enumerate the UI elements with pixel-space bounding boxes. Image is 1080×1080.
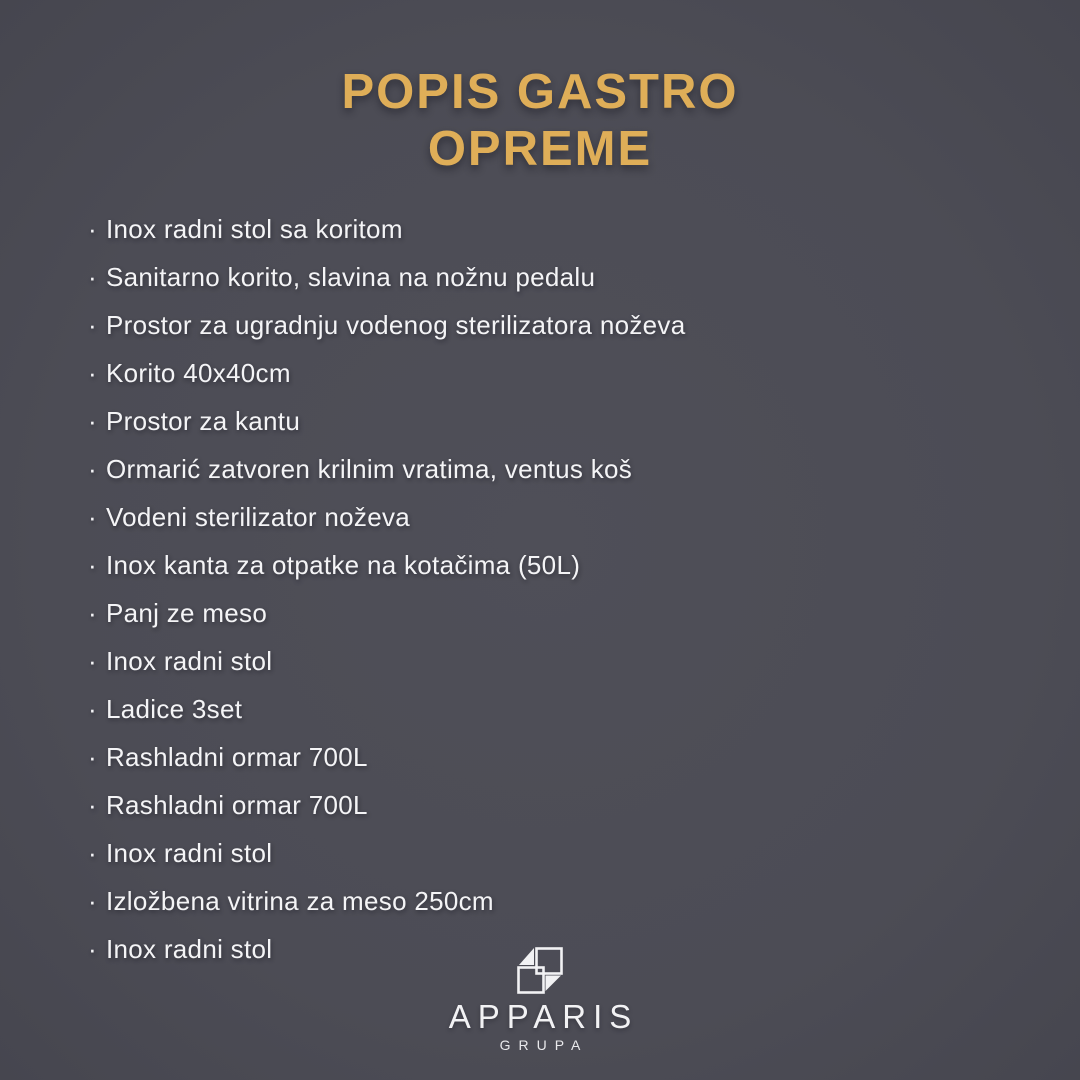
- list-item: [0, 205, 1080, 253]
- list-item-text: Rashladni ormar 700L: [105, 741, 368, 772]
- list-item: [0, 541, 1080, 589]
- list-item-text: Inox radni stol: [105, 837, 273, 868]
- list-item: [0, 829, 1080, 877]
- bullet-icon: ·: [88, 645, 97, 676]
- bullet-icon: ·: [88, 933, 97, 964]
- list-item-text: Vodeni sterilizator noževa: [105, 501, 411, 532]
- list-item: [0, 781, 1080, 829]
- list-item-text: Prostor za ugradnju vodenog sterilizatora noževa: [105, 309, 686, 340]
- list-item: [0, 349, 1080, 397]
- bullet-icon: ·: [88, 789, 97, 820]
- list-item: [0, 253, 1080, 301]
- page-title: [0, 64, 1080, 178]
- bullet-icon: ·: [88, 837, 97, 868]
- list-item: [0, 637, 1080, 685]
- list-item-text: Ormarić zatvoren krilnim vratima, ventus koš: [105, 453, 633, 484]
- bullet-icon: ·: [88, 741, 97, 772]
- list-item-text: Inox kanta za otpatke na kotačima (50L): [105, 549, 581, 580]
- bullet-icon: ·: [88, 501, 97, 532]
- list-item: [0, 397, 1080, 445]
- list-item-text: Izložbena vitrina za meso 250cm: [105, 885, 494, 916]
- list-item-text: Inox radni stol: [105, 933, 273, 964]
- equipment-list: [0, 205, 1080, 973]
- bullet-icon: ·: [88, 693, 97, 724]
- list-item: [0, 493, 1080, 541]
- list-item-text: Prostor za kantu: [105, 405, 301, 436]
- list-item-text: Korito 40x40cm: [105, 357, 291, 388]
- bullet-icon: ·: [88, 261, 97, 292]
- brand-logo: [0, 944, 1080, 1052]
- overlapping-squares-icon: [514, 944, 566, 996]
- list-item-text: Rashladni ormar 700L: [105, 789, 368, 820]
- list-item-text: Sanitarno korito, slavina na nožnu pedalu: [105, 261, 596, 292]
- list-item: [0, 733, 1080, 781]
- bullet-icon: ·: [88, 453, 97, 484]
- list-item-text: Inox radni stol: [105, 645, 273, 676]
- list-item: [0, 589, 1080, 637]
- bullet-icon: ·: [88, 549, 97, 580]
- bullet-icon: ·: [88, 213, 97, 244]
- list-item-text: Inox radni stol sa koritom: [105, 213, 403, 244]
- list-item-text: Ladice 3set: [105, 693, 243, 724]
- bullet-icon: ·: [88, 309, 97, 340]
- bullet-icon: ·: [88, 885, 97, 916]
- list-item: [0, 301, 1080, 349]
- brand-name: APPARIS: [448, 998, 639, 1035]
- title-line-1: POPIS GASTRO: [341, 65, 739, 119]
- list-item: [0, 445, 1080, 493]
- brand-subtitle: GRUPA: [499, 1037, 589, 1053]
- bullet-icon: ·: [88, 405, 97, 436]
- list-item: [0, 685, 1080, 733]
- title-line-2: OPREME: [427, 122, 653, 176]
- list-item-text: Panj ze meso: [105, 597, 268, 628]
- bullet-icon: ·: [88, 357, 97, 388]
- bullet-icon: ·: [88, 597, 97, 628]
- list-item: [0, 877, 1080, 925]
